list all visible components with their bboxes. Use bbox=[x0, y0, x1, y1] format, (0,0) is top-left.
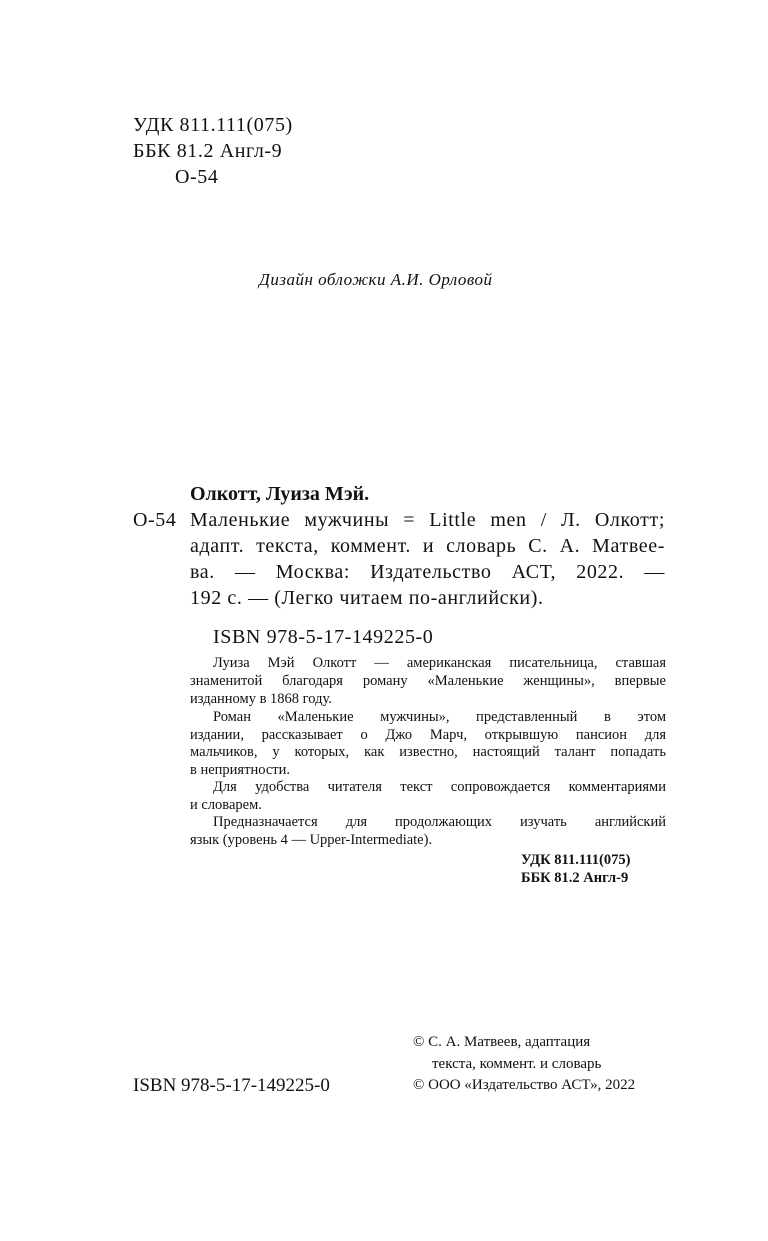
annotation-line: язык (уровень 4 — Upper-Intermediate). bbox=[190, 832, 433, 848]
udk-code: УДК 811.111(075) bbox=[133, 114, 293, 136]
annotation-line: Луиза Мэй Олкотт — американская писательница, ставшая bbox=[213, 655, 666, 671]
annotation-line: Предназначается для продолжающих изучать английский bbox=[213, 814, 666, 830]
annotation-line: в неприятности. bbox=[190, 762, 290, 778]
annotation-line: знаменитой благодаря роману «Маленькие женщины», впервые bbox=[190, 673, 666, 689]
copyright-line: © ООО «Издательство АСТ», 2022 bbox=[413, 1077, 636, 1093]
author-mark: О-54 bbox=[133, 509, 177, 531]
annotation-udk: УДК 811.111(075) bbox=[521, 852, 631, 868]
annotation-line: Для удобства читателя текст сопровождается комментариями bbox=[213, 779, 666, 795]
copyright-line: © С. А. Матвеев, адаптация bbox=[413, 1034, 591, 1050]
author-heading: Олкотт, Луиза Мэй. bbox=[190, 483, 370, 505]
bib-line: Маленькие мужчины = Little men / Л. Олкотт; bbox=[190, 509, 665, 531]
annotation-line: издании, рассказывает о Джо Марч, открывшую пансион для bbox=[190, 727, 666, 743]
author-mark: О-54 bbox=[175, 166, 219, 188]
annotation-line: и словарем. bbox=[190, 797, 262, 813]
annotation-line: мальчиков, у которых, как известно, настоящий талант попадать bbox=[190, 744, 666, 760]
footer-isbn: ISBN 978-5-17-149225-0 bbox=[133, 1075, 330, 1096]
annotation-line: изданному в 1868 году. bbox=[190, 691, 332, 707]
bbk-code: ББК 81.2 Англ-9 bbox=[133, 140, 283, 162]
bib-line: адапт. текста, коммент. и словарь С. А. Матвее- bbox=[190, 535, 665, 557]
annotation-bbk: ББК 81.2 Англ-9 bbox=[521, 870, 629, 886]
bib-line: ва. — Москва: Издательство АСТ, 2022. — bbox=[190, 561, 665, 583]
bib-line: 192 с. — (Легко читаем по-английски). bbox=[190, 587, 544, 609]
cover-credit: Дизайн обложки А.И. Орловой bbox=[259, 270, 493, 289]
copyright-line: текста, коммент. и словарь bbox=[432, 1056, 602, 1072]
isbn: ISBN 978-5-17-149225-0 bbox=[213, 626, 434, 648]
annotation-line: Роман «Маленькие мужчины», представленный в этом bbox=[213, 709, 666, 725]
